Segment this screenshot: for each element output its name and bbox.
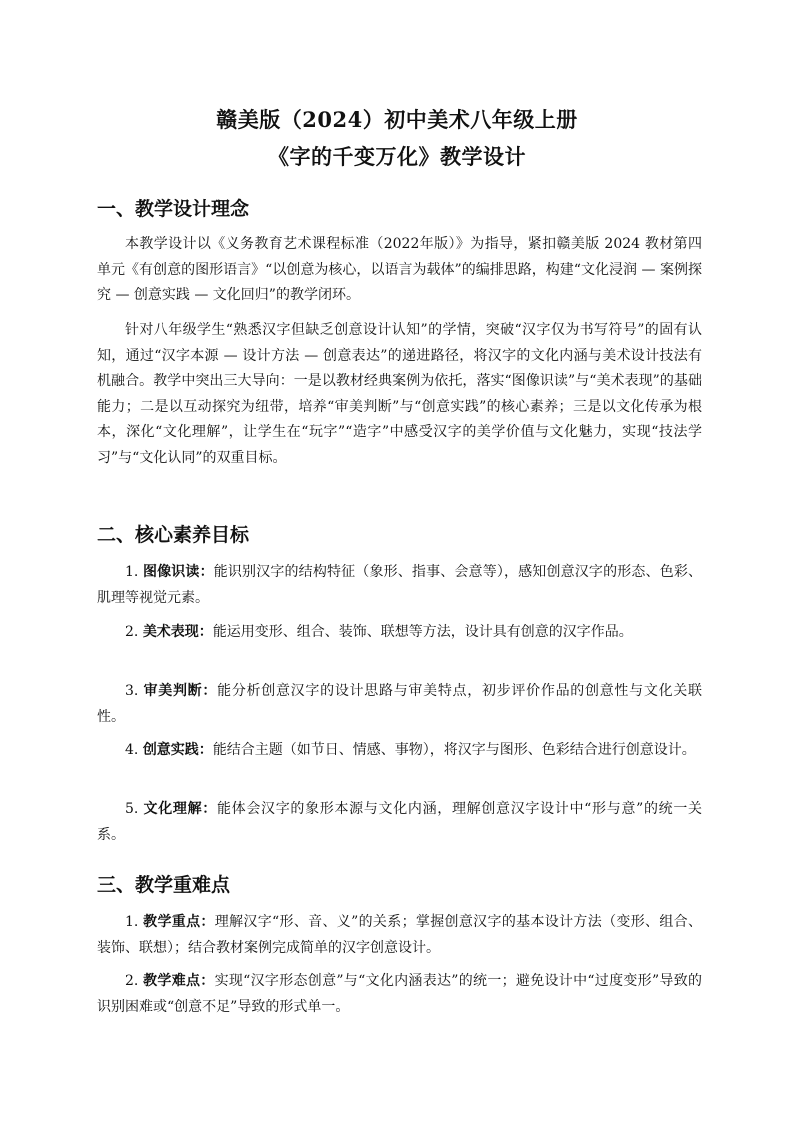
core-literacy-item bbox=[97, 679, 702, 730]
item-text: 能识别汉字的结构特征（象形、指事、会意等），感知创意汉字的形态、色彩、肌理等视觉元素。 bbox=[97, 564, 703, 606]
section-heading-core-literacy: 二、核心素养目标 bbox=[97, 524, 250, 546]
item-number: 5. bbox=[125, 801, 144, 817]
key-difficulty-item bbox=[97, 910, 702, 961]
item-text: 能体会汉字的象形本源与文化内涵，理解创意汉字设计中“形与意”的统一关系。 bbox=[97, 801, 703, 843]
document-title-line2: 《字的千变万化》教学设计 bbox=[268, 144, 526, 169]
section-heading-design-concept: 一、教学设计理念 bbox=[97, 198, 250, 220]
item-label: 教学重点： bbox=[143, 914, 215, 930]
item-text: 能运用变形、组合、装饰、联想等方法，设计具有创意的汉字作品。 bbox=[212, 624, 633, 640]
item-number: 1. bbox=[125, 564, 143, 580]
item-number: 4. bbox=[125, 742, 143, 758]
item-label: 美术表现： bbox=[142, 624, 213, 640]
item-number: 1. bbox=[125, 914, 144, 930]
item-text: 能结合主题（如节日、情感、事物），将汉字与图形、色彩结合进行创意设计。 bbox=[212, 742, 696, 758]
design-concept-paragraph-2: 针对八年级学生“熟悉汉字但缺乏创意设计认知”的学情，突破“汉字仅为书写符号”的固有认知，通过“汉字本源 — 设计方法 — 创意表达”的递进路径，将汉字的文化内涵与美术设计技法有机融合。教学中突出三大导向：一是以教材经典案例为依托，落实“图像识读”与“美术表现”的基础能力；二是以互动探究为纽带，培养“审美判断”与“创意实践”的核心素养；三是以文化传承为根本，深化“文化理解”，让学生在“玩字”“造字”中感受汉字的美学价值与文化魅力，实现“技法学习”与“文化认同”的双重目标。 bbox=[97, 322, 702, 466]
core-literacy-item bbox=[97, 620, 702, 646]
design-concept-paragraph-1: 本教学设计以《义务教育艺术课程标准（2022年版）》为指导，紧扣赣美版 2024 教材第四单元《有创意的图形语言》“以创意为核心，以语言为载体”的编排思路，构建“文化浸润 — 案例探究 — 创意实践 — 文化回归”的教学闭环。 bbox=[97, 236, 702, 303]
item-label: 创意实践： bbox=[142, 742, 213, 758]
item-number: 2. bbox=[125, 624, 143, 640]
item-text: 能分析创意汉字的设计思路与审美特点，初步评价作品的创意性与文化关联性。 bbox=[97, 683, 703, 725]
item-text: 实现“汉字形态创意”与“文化内涵表达”的统一；避免设计中“过度变形”导致的识别困难或“创意不足”导致的形式单一。 bbox=[97, 973, 703, 1015]
document-title-line1: 赣美版（2024）初中美术八年级上册 bbox=[216, 107, 578, 132]
core-literacy-item bbox=[97, 560, 702, 611]
core-literacy-item bbox=[97, 797, 702, 848]
item-label: 审美判断： bbox=[143, 683, 218, 699]
core-literacy-item bbox=[97, 738, 702, 764]
section-heading-key-difficulties: 三、教学重难点 bbox=[97, 874, 231, 896]
key-difficulty-item bbox=[97, 969, 702, 1020]
item-number: 2. bbox=[125, 973, 144, 989]
item-text: 理解汉字“形、音、义”的关系；掌握创意汉字的基本设计方法（变形、组合、装饰、联想）；结合教材案例完成简单的汉字创意设计。 bbox=[97, 914, 703, 956]
item-label: 图像识读： bbox=[142, 564, 214, 580]
item-label: 教学难点： bbox=[143, 973, 215, 989]
item-label: 文化理解： bbox=[143, 801, 217, 817]
item-number: 3. bbox=[125, 683, 144, 699]
